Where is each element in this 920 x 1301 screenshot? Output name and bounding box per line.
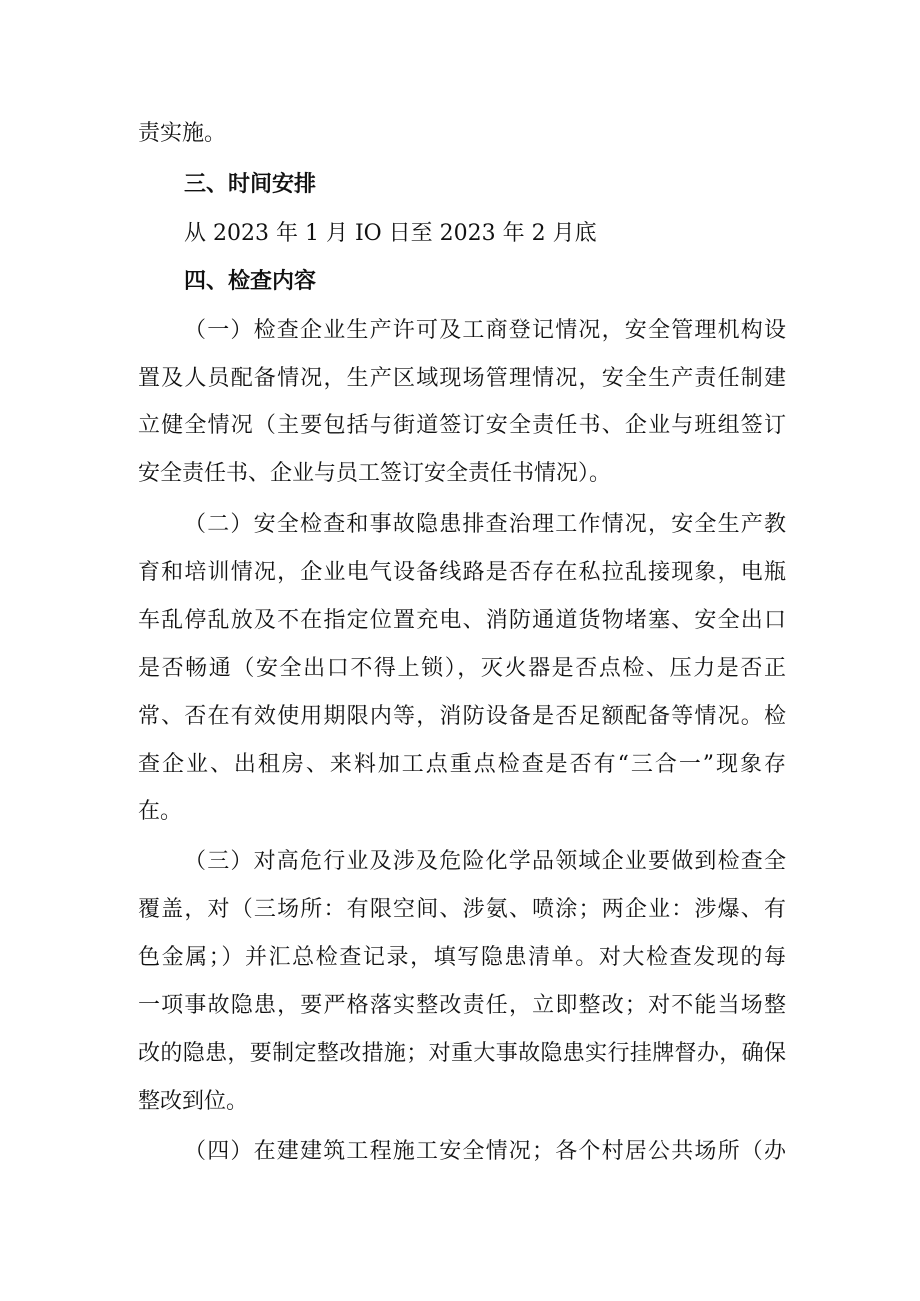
- paragraph-line: 责实施。: [138, 121, 227, 146]
- paragraph-line: （三）对高危行业及涉及危险化学品领域企业要做到检查全: [184, 849, 786, 874]
- section-heading-schedule: 三、时间安排: [184, 172, 317, 197]
- paragraph-line: 改的隐患，要制定整改措施；对重大事故隐患实行挂牌督办，确保: [138, 1041, 786, 1066]
- paragraph-line: （二）安全检查和事故隐患排查治理工作情况，安全生产教: [184, 512, 786, 537]
- paragraph-line: 是否畅通（安全出口不得上锁），灭火器是否点检、压力是否正: [138, 656, 786, 681]
- paragraph-line: 立健全情况（主要包括与街道签订安全责任书、企业与班组签订: [138, 413, 786, 438]
- paragraph-line: 覆盖，对（三场所：有限空间、涉氨、喷涂；两企业：涉爆、有: [138, 897, 786, 922]
- paragraph-line: （一）检查企业生产许可及工商登记情况，安全管理机构设: [184, 318, 786, 343]
- section-heading-content: 四、检查内容: [184, 269, 317, 294]
- paragraph-line: 色金属；）并汇总检查记录，填写隐患清单。对大检查发现的每: [138, 945, 786, 970]
- schedule-text: 从 2023 年 1 月 IO 日至 2023 年 2 月底: [184, 221, 597, 246]
- paragraph-line: 育和培训情况，企业电气设备线路是否存在私拉乱接现象，电瓶: [138, 560, 786, 585]
- paragraph-line: 车乱停乱放及不在指定位置充电、消防通道货物堵塞、安全出口: [138, 608, 786, 633]
- paragraph-line: 常、否在有效使用期限内等，消防设备是否足额配备等情况。检: [138, 704, 786, 729]
- paragraph-line: 整改到位。: [138, 1089, 249, 1114]
- paragraph-line: 查企业、出租房、来料加工点重点检查是否有“三合一”现象存: [138, 752, 786, 777]
- paragraph-line: （四）在建建筑工程施工安全情况；各个村居公共场所（办: [184, 1139, 786, 1164]
- paragraph-line: 一项事故隐患，要严格落实整改责任，立即整改；对不能当场整: [138, 993, 786, 1018]
- paragraph-line: 安全责任书、企业与员工签订安全责任书情况）。: [138, 461, 612, 486]
- paragraph-line: 在。: [138, 799, 183, 824]
- paragraph-line: 置及人员配备情况，生产区域现场管理情况，安全生产责任制建: [138, 366, 786, 391]
